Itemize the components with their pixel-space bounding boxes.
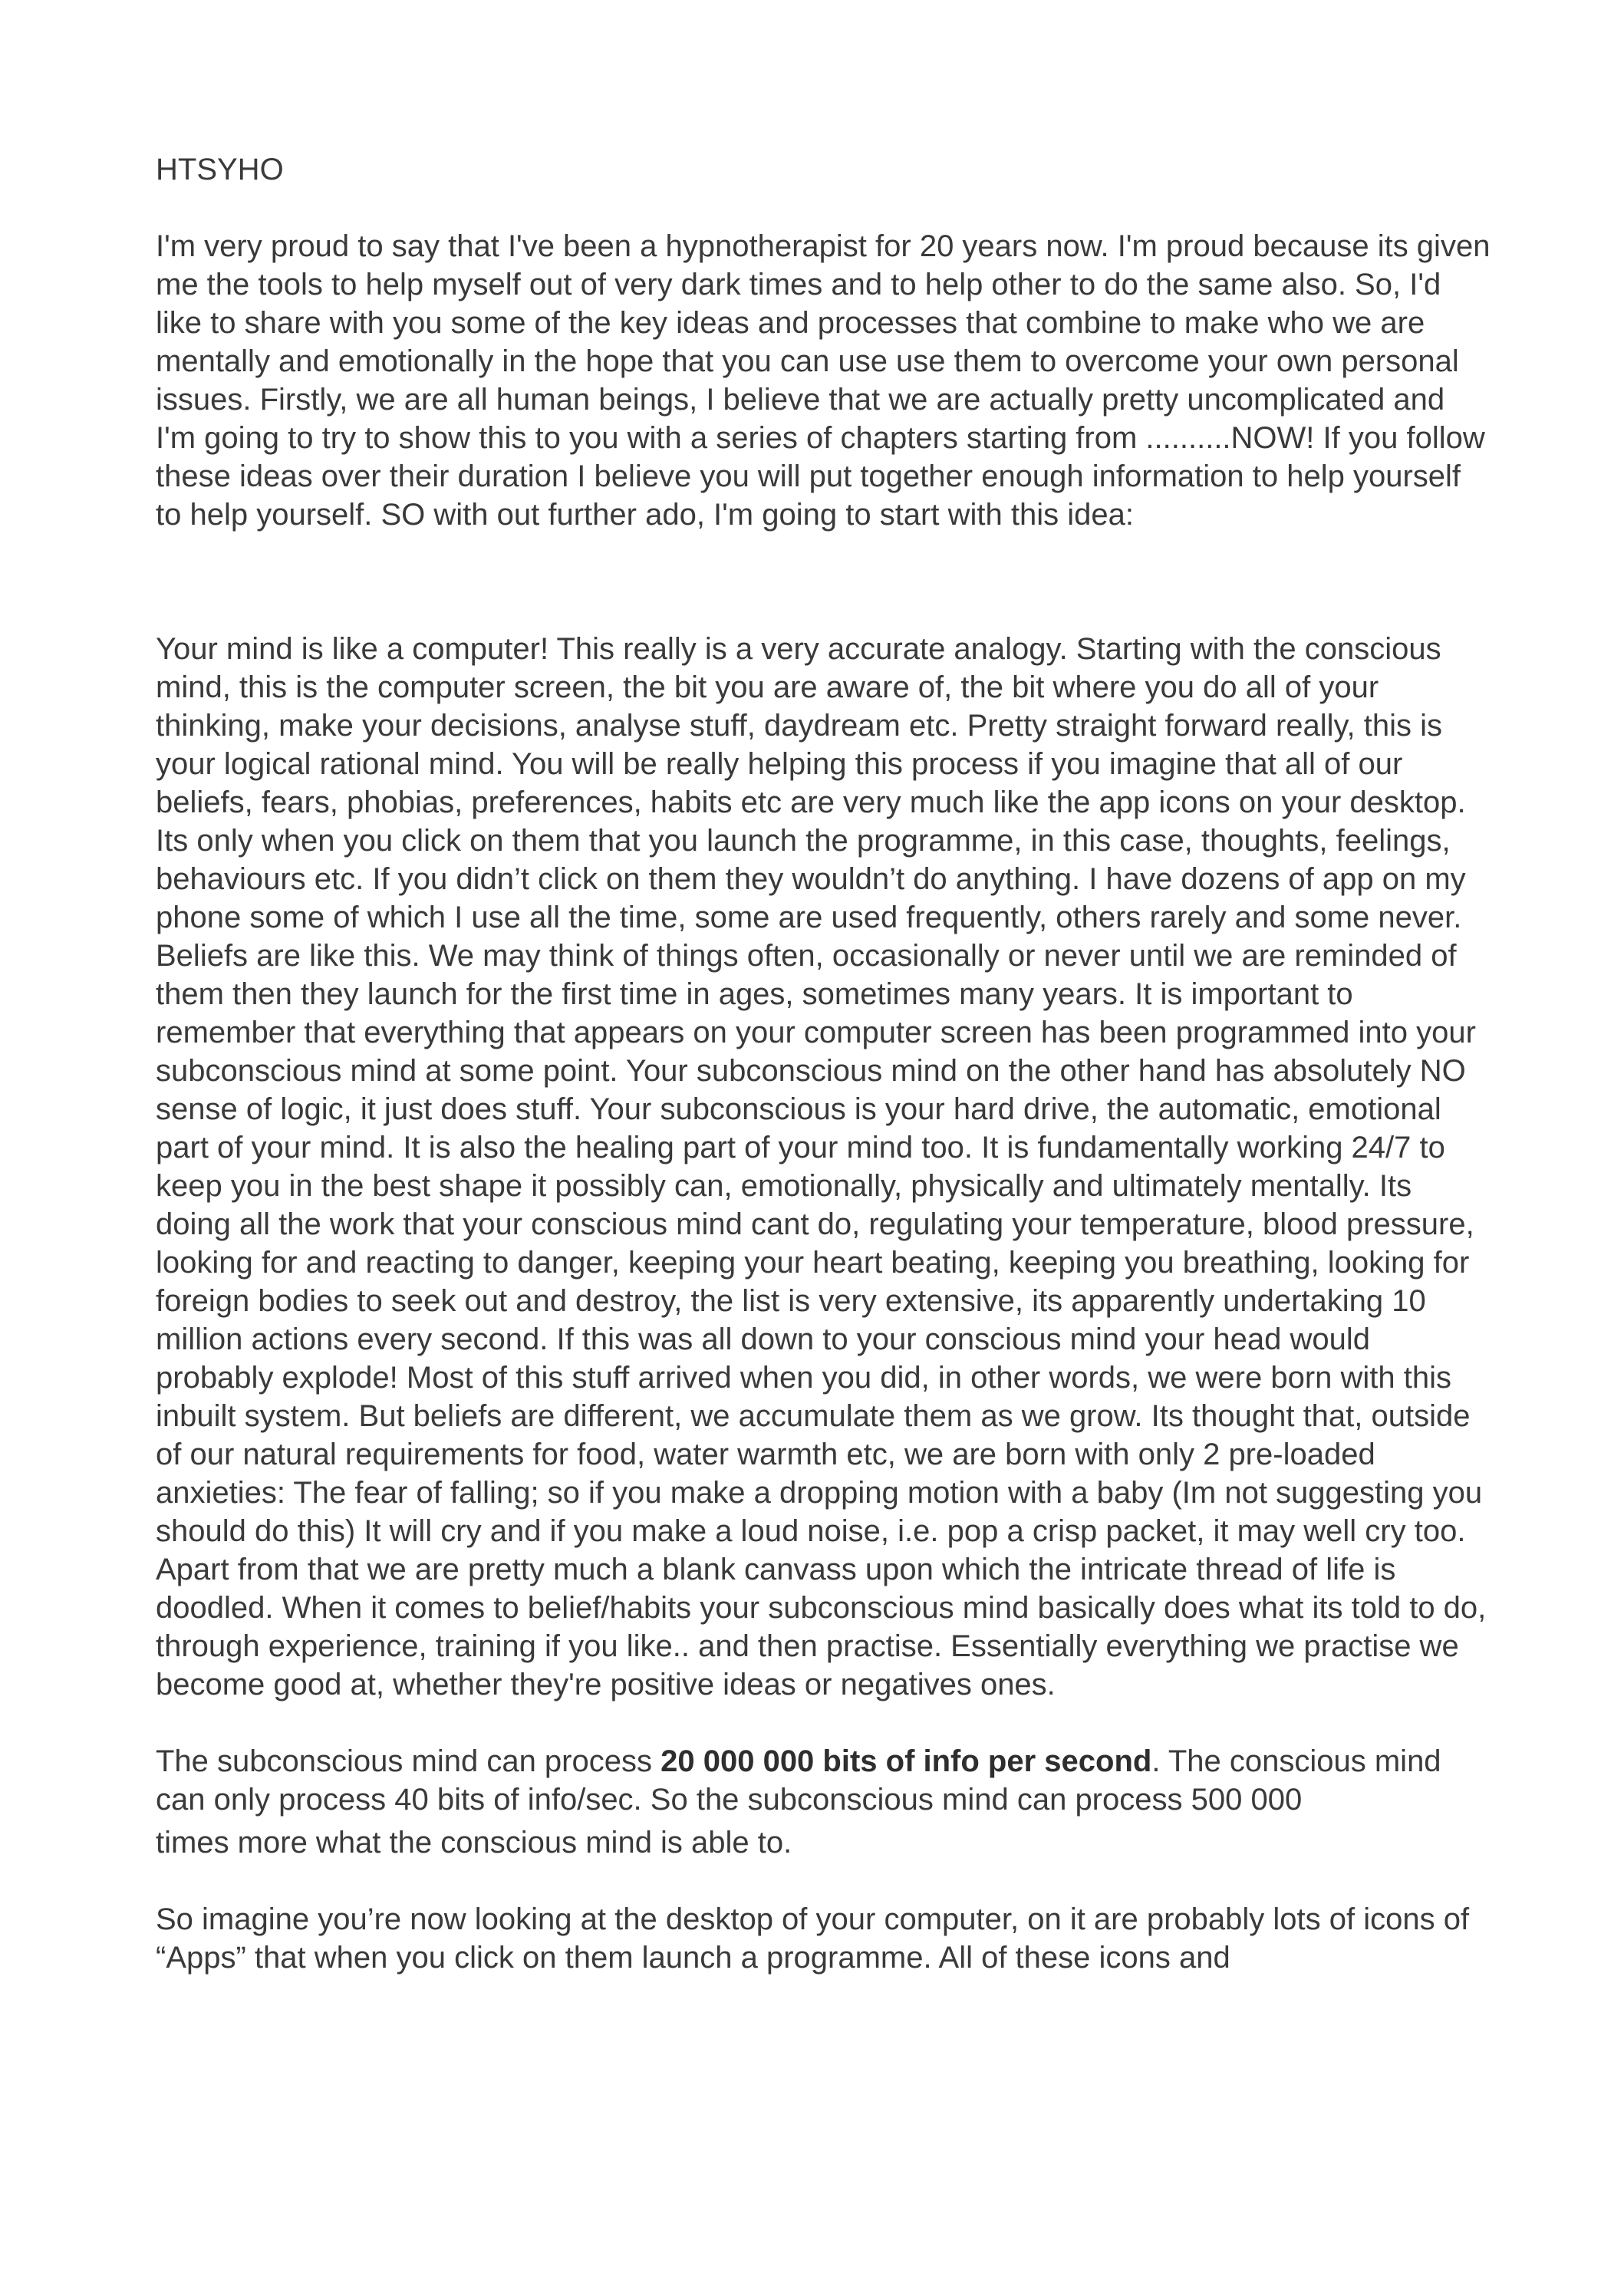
intro-paragraph: I'm very proud to say that I've been a hypnotherapist for 20 years now. I'm proud because its given me the tools to help myself out of very dark times and to help other to do the same also. So, I'd like to share with you some of the key ideas and processes that combine to make who we are mentally and emotionally in the hope that you can use use them to overcome your own personal issues. Firstly, we are all human beings, I believe that we are actually pretty uncomplicated and I'm going to try to show this to you with a series of chapters starting from ..........NOW! If you follow these ideas over their duration I believe you will put together enough information to help yourself to help yourself. SO with out further ado, I'm going to start with this idea: bbox=[156, 229, 1491, 532]
stats-middle-text: . The conscious mind can only process 40 bits of info/sec. So the subconscious mind can process 500 000 bbox=[156, 1744, 1441, 1817]
stats-tail-text: times more what the conscious mind is able to. bbox=[156, 1826, 792, 1860]
computer-analogy-paragraph: Your mind is like a computer! This really is a very accurate analogy. Starting with the conscious mind, this is the computer screen, the bit you are aware of, the bit where you do all of your thinking, make your decisions, analyse stuff, daydream etc. Pretty straight forward really, this is your logical rational mind. You will be really helping this process if you imagine that all of our beliefs, fears, phobias, preferences, habits etc are very much like the app icons on your desktop. Its only when you click on them that you launch the programme, in this case, thoughts, feelings, behaviours etc. If you didn’t click on them they wouldn’t do anything. I have dozens of app on my phone some of which I use all the time, some are used frequently, others rarely and some never. Beliefs are like this. We may think of things often, occasionally or never until we are reminded of them then they launch for the first time in ages, sometimes many years. It is important to remember that everything that appears on your computer screen has been programmed into your subconscious mind at some point. Your subconscious mind on the other hand has absolutely NO sense of logic, it just does stuff. Your subconscious is your hard drive, the automatic, emotional part of your mind. It is also the healing part of your mind too. It is fundamentally working 24/7 to keep you in the best shape it possibly can, emotionally, physically and ultimately mentally. Its doing all the work that your conscious mind cant do, regulating your temperature, blood pressure, looking for and reacting to danger, keeping your heart beating, keeping you breathing, looking for foreign bodies to seek out and destroy, the list is very extensive, its apparently undertaking 10 million actions every second. If this was all down to your conscious mind your head would probably explode! Most of this stuff arrived when you did, in other words, we were born with this inbuilt system. But beliefs are different, we accumulate them as we grow. Its thought that, outside of our natural requirements for food, water warmth etc, we are born with only 2 pre-loaded anxieties: The fear of falling; so if you make a dropping motion with a baby (Im not suggesting you should do this) It will cry and if you make a loud noise, i.e. pop a crisp packet, it may well cry too. Apart from that we are pretty much a blank canvass upon which the intricate thread of life is doodled. When it comes to belief/habits your subconscious mind basically does what its told to do, through experience, training if you like.. and then practise. Essentially everything we practise we become good at, whether they're positive ideas or negatives ones. bbox=[156, 632, 1487, 1701]
stats-lead-text: The subconscious mind can process bbox=[156, 1744, 661, 1778]
desktop-paragraph: So imagine you’re now looking at the desktop of your computer, on it are probably lots of icons of “Apps” that when you click on them launch a programme. All of these icons and bbox=[156, 1902, 1470, 1975]
stats-bold-figure: 20 000 000 bits of info per second bbox=[660, 1744, 1152, 1778]
processing-stats-paragraph bbox=[156, 1742, 1491, 1862]
document-title: HTSYHO bbox=[156, 153, 284, 186]
document-page bbox=[156, 150, 1491, 1977]
